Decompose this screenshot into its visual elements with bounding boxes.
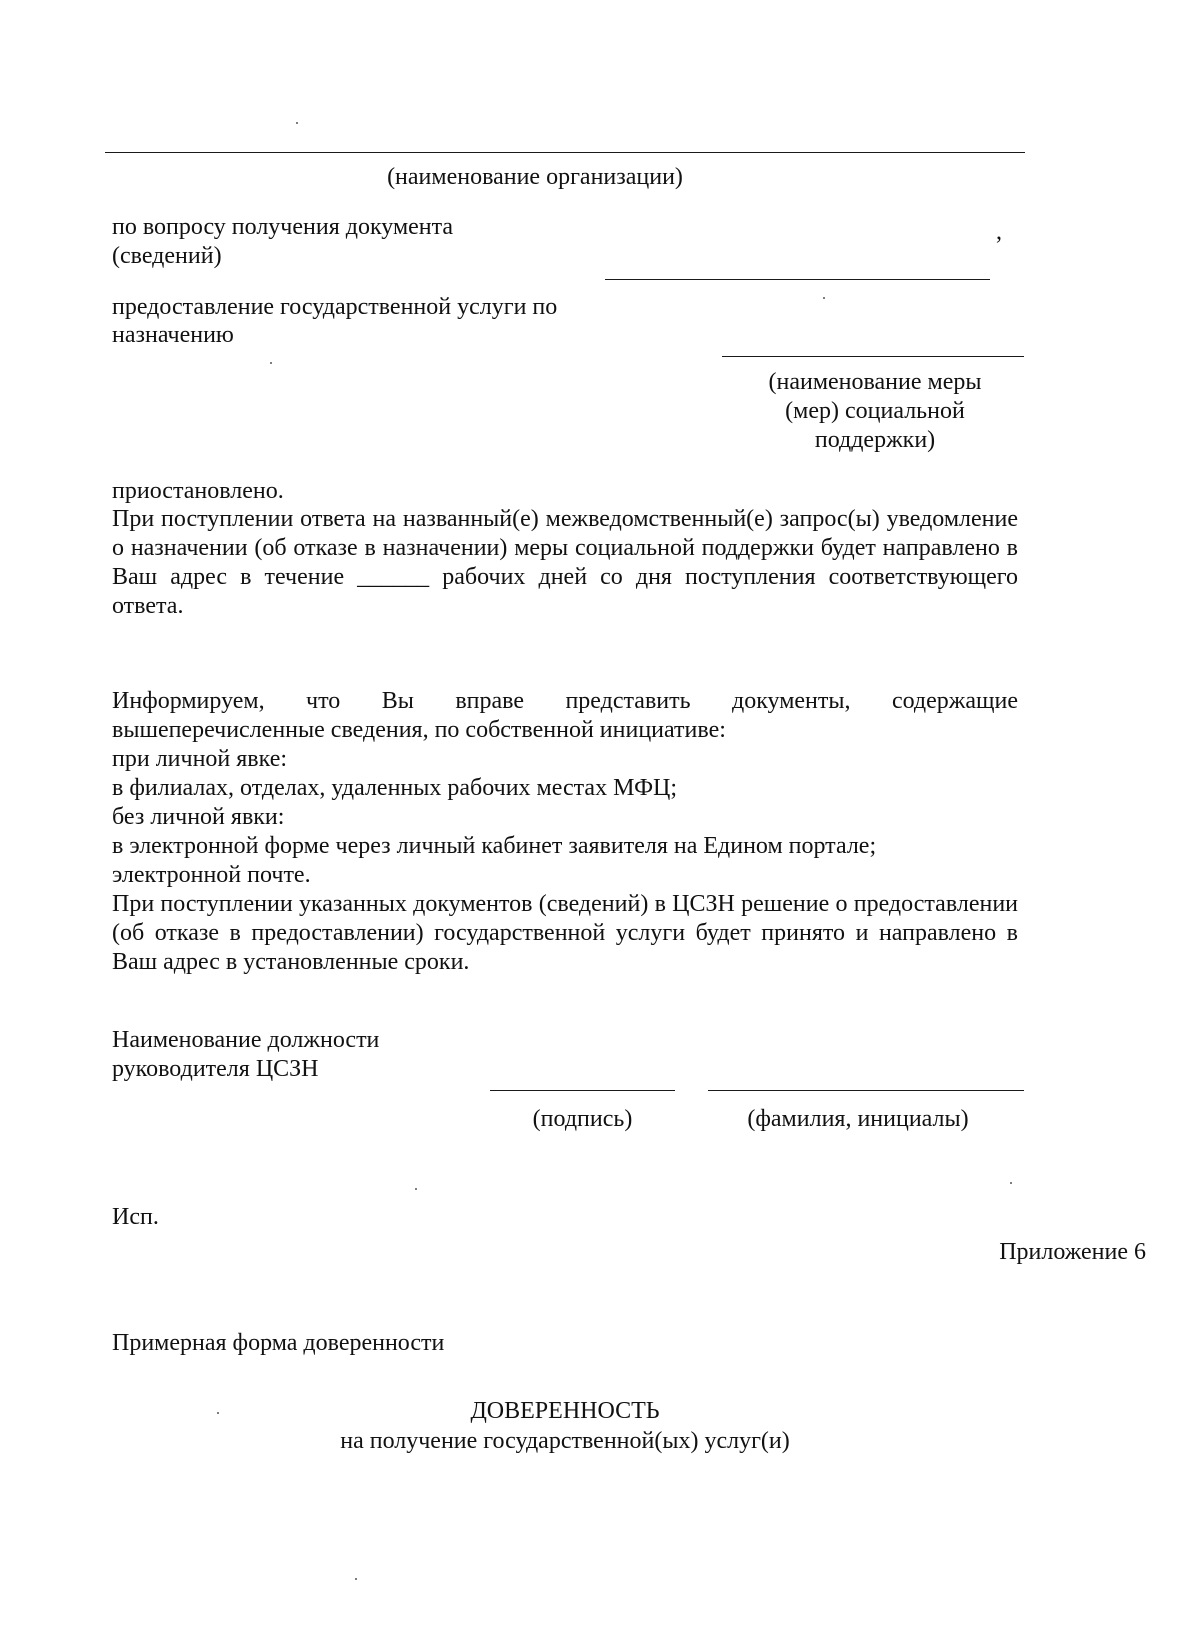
executor-label: Исп. (112, 1204, 159, 1230)
measure-caption-line-2: (мер) социальной (785, 398, 965, 424)
question-line-1: по вопросу получения документа (112, 214, 454, 240)
scan-speck (1010, 1182, 1012, 1184)
decision-paragraph: При поступлении указанных документов (сведений) в ЦСЗН решение о предоставлении (об отказе в предоставлении) государственной услуги будет принято и направлено в Ваш адрес в установленные сроки. (112, 891, 1018, 975)
appendix-label: Приложение 6 (999, 1239, 1146, 1265)
signature-caption: (подпись) (532, 1106, 633, 1132)
measure-caption-line-3: поддержки) (814, 427, 936, 453)
measure-name-line (722, 356, 1024, 357)
document-title: ДОВЕРЕННОСТЬ (470, 1398, 660, 1424)
service-line-1: предоставление государственной услуги по (112, 294, 558, 320)
scan-speck (355, 1578, 357, 1580)
comma-mark: , (996, 219, 1002, 245)
notice-paragraph: При поступлении ответа на названный(е) межведомственный(е) запрос(ы) уведомление о назначении (об отказе в назначении) меры социальной поддержки будет направлено в Ваш адрес в течение ______ рабочих дней со дня поступления соответствующего ответа. (112, 506, 1018, 619)
email-text: электронной почте. (112, 862, 311, 888)
scan-speck (823, 297, 825, 299)
electronic-form-text: в электронной форме через личный кабинет заявителя на Едином портале; (112, 833, 877, 859)
position-line-2: руководителя ЦСЗН (112, 1056, 319, 1082)
organization-line (105, 152, 1025, 153)
scan-speck (270, 362, 272, 364)
organization-caption: (наименование организации) (387, 164, 683, 190)
scan-speck (217, 1412, 219, 1414)
no-visit-label: без личной явки: (112, 804, 285, 830)
inform-paragraph: Информируем, что Вы вправе представить документы, содержащие вышеперечисленные сведения, по собственной инициативе: (112, 688, 1018, 743)
personal-visit-label: при личной явке: (112, 746, 288, 772)
measure-caption-line-1: (наименование меры (768, 369, 982, 395)
signature-line (490, 1090, 675, 1091)
name-caption: (фамилия, инициалы) (747, 1106, 969, 1132)
sample-form-label: Примерная форма доверенности (112, 1330, 445, 1356)
position-line-1: Наименование должности (112, 1027, 380, 1053)
scan-speck (415, 1188, 417, 1190)
question-line-2: (сведений) (112, 243, 222, 269)
service-line-2: назначению (112, 322, 234, 348)
scan-speck (296, 122, 298, 124)
name-line (708, 1090, 1024, 1091)
suspended-text: приостановлено. (112, 478, 284, 504)
document-name-line (605, 279, 990, 280)
personal-visit-places: в филиалах, отделах, удаленных рабочих местах МФЦ; (112, 775, 678, 801)
document-subtitle: на получение государственной(ых) услуг(и) (340, 1428, 790, 1454)
